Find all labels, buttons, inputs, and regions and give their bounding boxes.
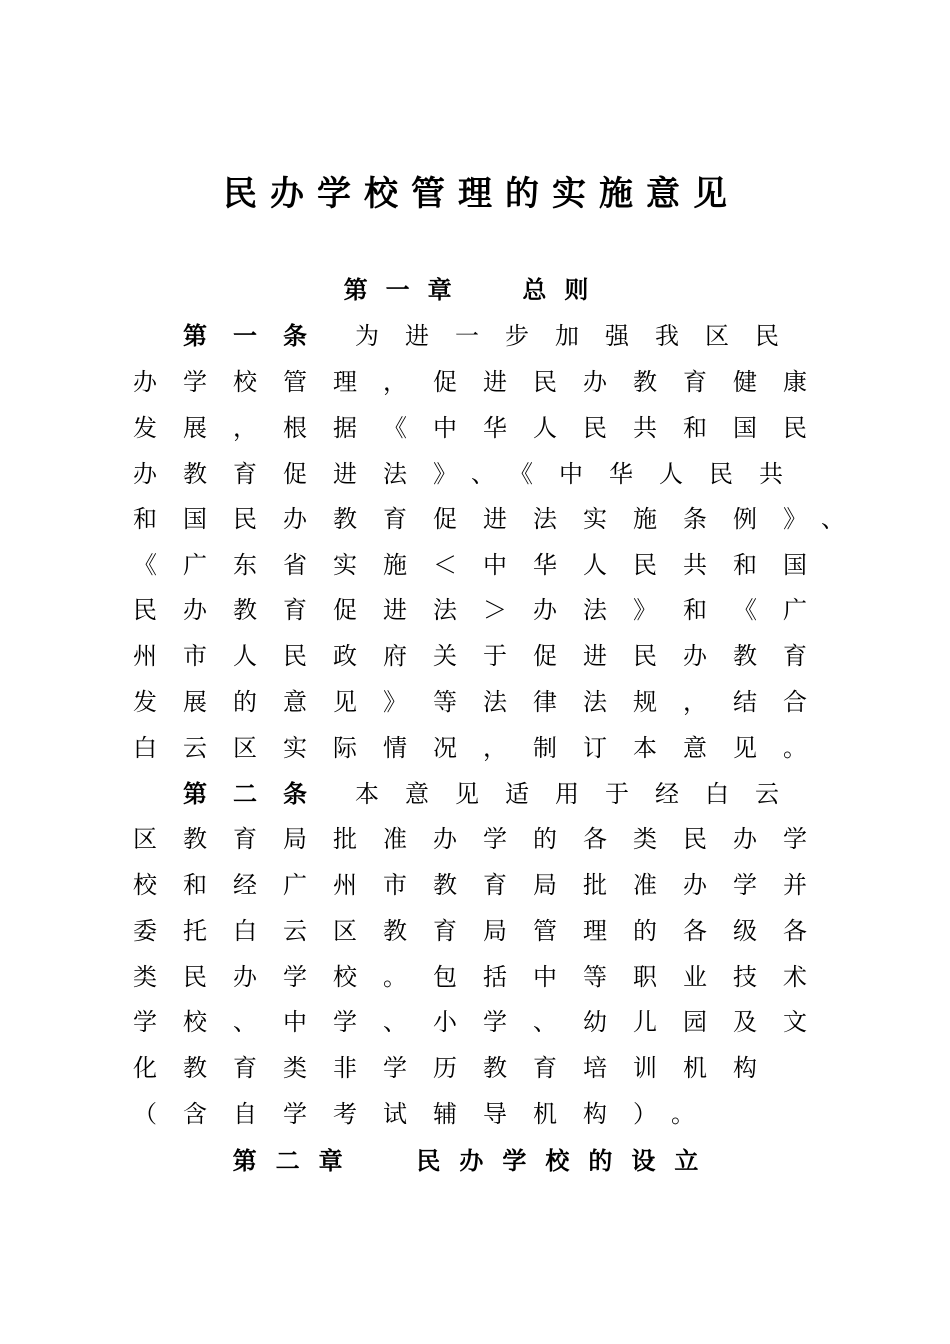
document-title: 民办学校管理的实施意见: [223, 174, 740, 214]
article-1-text-line: 办教育促进法》、《中华人民共: [133, 460, 809, 488]
article-2-text-line: 本意见适用于经白云: [355, 780, 805, 808]
article-1-text-line: 民办教育促进法＞办法》和《广: [133, 596, 833, 624]
article-1-first-line: [183, 318, 903, 354]
article-2-label: 第二条: [183, 779, 333, 808]
article-2-first-line: [183, 776, 903, 812]
article-2-text-line: 化教育类非学历教育培训机构: [133, 1054, 783, 1082]
chapter-1-heading: 第一章 总则: [343, 275, 607, 304]
article-1-text-line: 《广东省实施＜中华人民共和国: [133, 551, 833, 579]
article-2-text-line: 学校、中学、小学、幼儿园及文: [133, 1008, 833, 1036]
article-2-text-line: 区教育局批准办学的各类民办学: [133, 825, 833, 853]
article-1-label: 第一条: [183, 321, 333, 350]
article-2-text-line: （含自学考试辅导机构）。: [133, 1100, 721, 1128]
article-1-text-line: 和国民办教育促进法实施条例》、: [133, 505, 871, 533]
article-1-text-line: 发展，根据《中华人民共和国民: [133, 414, 833, 442]
article-1-text-line: 为进一步加强我区民: [355, 322, 805, 350]
article-1-text-line: 发展的意见》等法律法规，结合: [133, 688, 833, 716]
chapter-2-heading: 第二章 民办学校的设立: [232, 1146, 718, 1175]
article-1-text-line: 办学校管理，促进民办教育健康: [133, 368, 833, 396]
article-2-text-line: 校和经广州市教育局批准办学并: [133, 871, 833, 899]
article-1-text-line: 白云区实际情况，制订本意见。: [133, 734, 833, 762]
article-2-text-line: 委托白云区教育局管理的各级各: [133, 917, 833, 945]
article-2-text-line: 类民办学校。包括中等职业技术: [133, 963, 833, 991]
article-1-text-line: 州市人民政府关于促进民办教育: [133, 642, 833, 670]
